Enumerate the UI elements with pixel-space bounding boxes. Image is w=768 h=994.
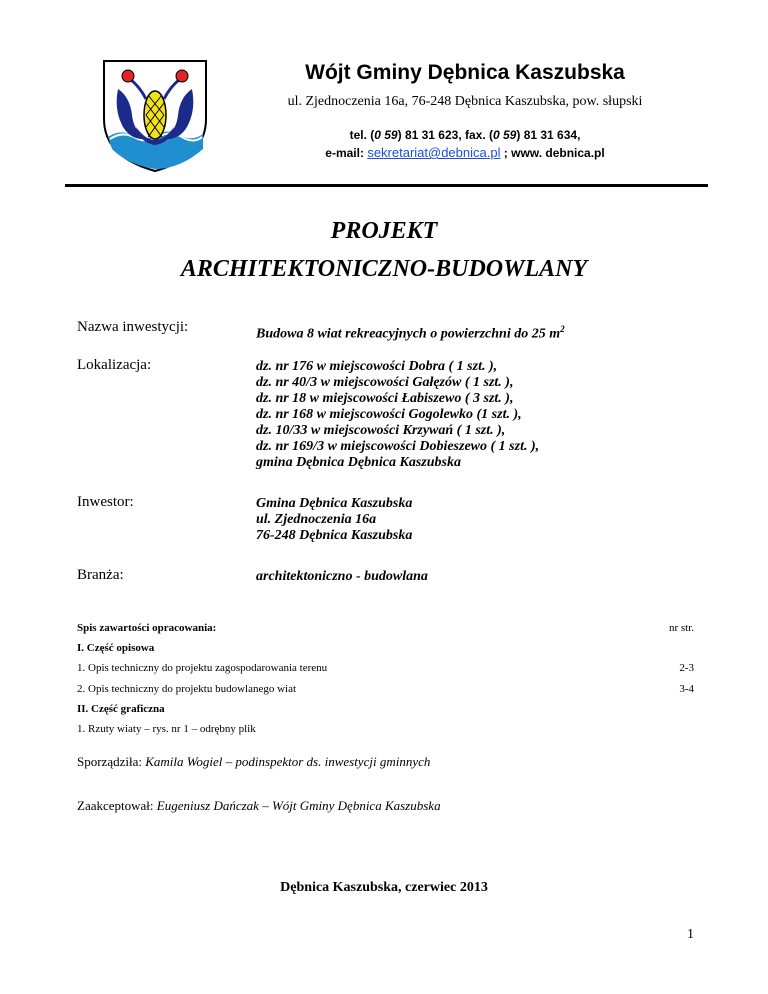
letterhead-address: ul. Zjednoczenia 16a, 76-248 Dębnica Kaszubska, pow. słupski — [287, 94, 643, 109]
contents-part1: I. Część opisowa — [77, 642, 155, 654]
email-link[interactable]: sekretariat@debnica.pl — [367, 145, 501, 160]
coat-of-arms — [100, 57, 210, 173]
header-rule — [65, 184, 708, 187]
page-number: 1 — [687, 927, 694, 942]
investor-value: Gmina Dębnica Kaszubska ul. Zjednoczenia 16a 76-248 Dębnica Kaszubska — [256, 496, 413, 543]
investment-label: Nazwa inwestycji: — [77, 319, 189, 335]
place-date: Dębnica Kaszubska, czerwiec 2013 — [280, 880, 488, 895]
contents-part2: II. Część graficzna — [77, 703, 165, 715]
branch-label: Branża: — [77, 567, 124, 583]
berry-right — [176, 70, 188, 82]
berry-left — [122, 70, 134, 82]
letterhead-contact — [230, 127, 700, 162]
contents-item3: 1. Rzuty wiaty – rys. nr 1 – odrębny plik — [77, 723, 256, 735]
contents-item1: 1. Opis techniczny do projektu zagospodarowania terenu — [77, 662, 328, 674]
www-text: ; www. debnica.pl — [500, 146, 605, 160]
letterhead-title: Wójt Gminy Dębnica Kaszubska — [305, 61, 625, 84]
email-www-line: e-mail: sekretariat@debnica.pl ; www. debnica.pl — [325, 145, 605, 160]
contents-item2: 2. Opis techniczny do projektu budowlanego wiat — [77, 683, 297, 695]
location-label: Lokalizacja: — [77, 357, 152, 373]
location-value: dz. nr 176 w miejscowości Dobra ( 1 szt. ), dz. nr 40/3 w miejscowości Gałęzów ( 1 szt. ), dz. nr 18 w miejscowości Łabiszewo ( 3 szt. ), dz. nr 168 w miejscowości Gogolewko (1 szt. ), dz. 10/33 w miejscowości Krzywań ( 1 szt. ), dz. nr 169/3 w miejscowości Dobieszewo ( 1 szt. ), gmina Dębnica Dębnica Kaszubska — [256, 359, 540, 470]
accepted-by: Zaakceptował: Eugeniusz Dańczak – Wójt Gminy Dębnica Kaszubska — [77, 798, 441, 813]
document-title-line1: PROJEKT — [330, 218, 438, 244]
contents-item2-pages: 3-4 — [679, 683, 694, 695]
investor-label: Inwestor: — [77, 494, 134, 510]
contents-page-heading: nr str. — [668, 622, 694, 634]
phone-fax-line: tel. (0 59) 81 31 623, fax. (0 59) 81 31 634, — [349, 128, 581, 142]
branch-value: architektoniczno - budowlana — [256, 569, 428, 584]
document-title-line2: ARCHITEKTONICZNO-BUDOWLANY — [180, 256, 588, 282]
contents-item1-pages: 2-3 — [679, 662, 694, 674]
contents-heading: Spis zawartości opracowania: — [77, 622, 217, 634]
investment-value: Budowa 8 wiat rekreacyjnych o powierzchni do 25 $m^2$ — [256, 324, 565, 342]
prepared-by: Sporządziła: Kamila Wogiel – podinspektor ds. inwestycji gminnych — [77, 754, 431, 769]
